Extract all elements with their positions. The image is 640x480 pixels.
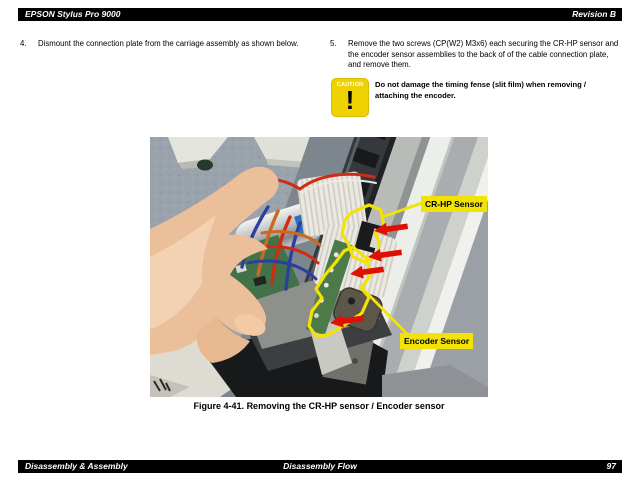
header-bar: [18, 8, 622, 21]
step-5-number: 5.: [330, 39, 337, 48]
caution-text-line2: attaching the encoder.: [375, 91, 456, 100]
caution-text: [375, 79, 625, 101]
header-revision: Revision B: [572, 9, 616, 19]
caution-icon: [331, 78, 369, 117]
header-title: EPSON Stylus Pro 9000: [25, 9, 121, 19]
crhp-sensor-label: CR-HP Sensor: [421, 196, 487, 212]
footer-bar: [18, 460, 622, 473]
step-4: [20, 39, 316, 50]
caution-label: CAUTION: [336, 82, 364, 88]
step-5-text: Remove the two screws (CP(W2) M3x6) each securing the CR-HP sensor and the encoder sensor assemblies to the back of of the cable connection plate, and remove them.: [348, 39, 619, 69]
encoder-sensor-label: Encoder Sensor: [400, 333, 473, 349]
figure-caption: Figure 4-41. Removing the CR-HP sensor / Encoder sensor: [193, 401, 445, 411]
footer-page-number: 97: [606, 461, 616, 471]
footer-chapter: Disassembly Flow: [283, 461, 357, 471]
step-5: [330, 39, 620, 71]
figure-photo: [150, 137, 488, 397]
caution-text-line1: Do not damage the timing fense (slit film) when removing /: [375, 80, 586, 89]
step-4-number: 4.: [20, 39, 27, 48]
step-4-text: Dismount the connection plate from the carriage assembly as shown below.: [38, 39, 299, 48]
exclamation-icon: !: [345, 85, 355, 115]
footer-section: Disassembly & Assembly: [25, 461, 128, 471]
carriage-photo-illustration: [150, 137, 488, 397]
